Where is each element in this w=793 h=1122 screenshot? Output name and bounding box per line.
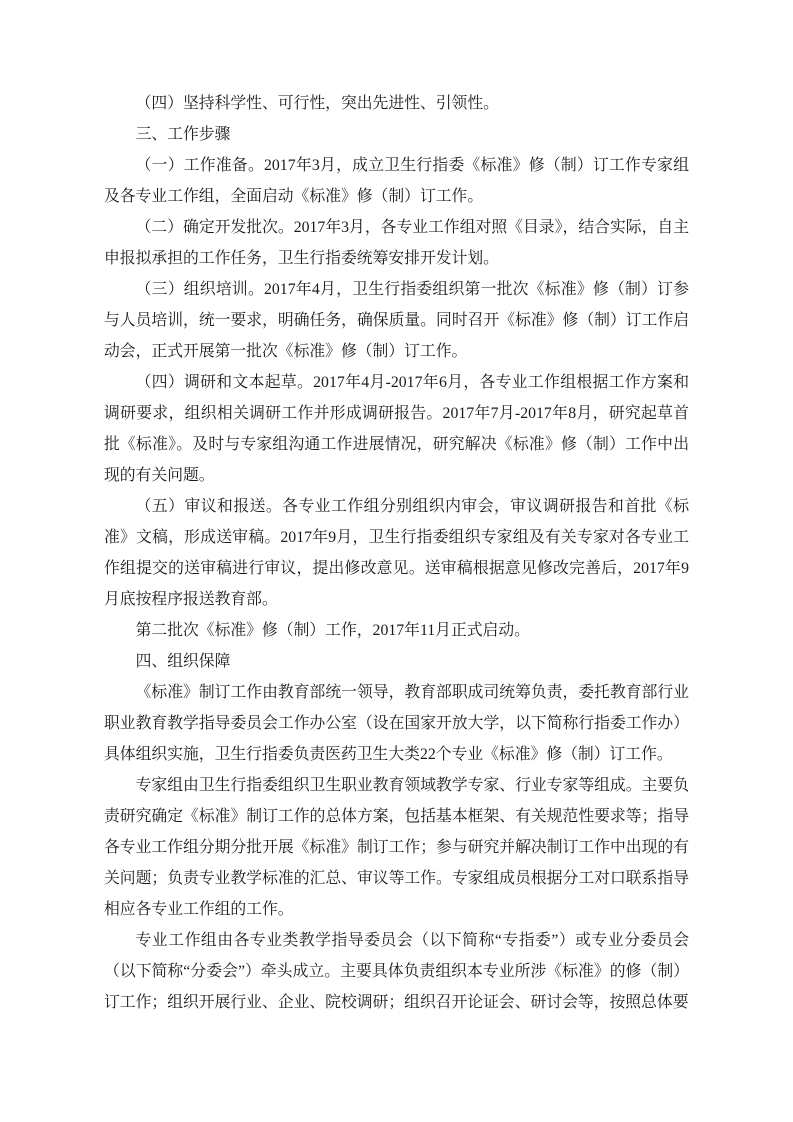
- paragraph: 《标准》制订工作由教育部统一领导，教育部职成司统筹负责，委托教育部行业职业教育教学指导委员会工作办公室（设在国家开放大学，以下简称行指委工作办）具体组织实施，卫生行指委负责医药卫生大类22个专业《标准》修（制）订工作。: [104, 684, 689, 763]
- paragraph: （四）坚持科学性、可行性，突出先进性、引领性。: [135, 95, 499, 112]
- paragraph: （三）组织培训。2017年4月，卫生行指委组织第一批次《标准》修（制）订参与人员培训，统一要求，明确任务，确保质量。同时召开《标准》修（制）订工作启动会，正式开展第一批次《标准》修（制）订工作。: [104, 281, 689, 360]
- section-heading: 四、组织保障: [135, 653, 231, 670]
- paragraph: 第二批次《标准》修（制）工作，2017年11月正式启动。: [135, 622, 530, 639]
- paragraph: （一）工作准备。2017年3月，成立卫生行指委《标准》修（制）订工作专家组及各专业工作组，全面启动《标准》修（制）订工作。: [104, 157, 689, 205]
- section-heading: 三、工作步骤: [135, 126, 231, 143]
- document-body: [104, 88, 689, 1018]
- paragraph: （四）调研和文本起草。2017年4月-2017年6月，各专业工作组根据工作方案和调研要求，组织相关调研工作并形成调研报告。2017年7月-2017年8月，研究起草首批《标准》。及时与专家组沟通工作进展情况，研究解决《标准》修（制）工作中出现的有关问题。: [104, 374, 689, 484]
- paragraph: 专家组由卫生行指委组织卫生职业教育领域教学专家、行业专家等组成。主要负责研究确定《标准》制订工作的总体方案，包括基本框架、有关规范性要求等；指导各专业工作组分期分批开展《标准》制订工作；参与研究并解决制订工作中出现的有关问题；负责专业教学标准的汇总、审议等工作。专家组成员根据分工对口联系指导相应各专业工作组的工作。: [104, 777, 689, 918]
- paragraph: 专业工作组由各专业类教学指导委员会（以下简称“专指委”）或专业分委员会（以下简称“分委会”）牵头成立。主要具体负责组织本专业所涉《标准》的修（制）订工作；组织开展行业、企业、院校调研；组织召开论证会、研讨会等，按照总体要: [104, 932, 689, 1011]
- paragraph: （二）确定开发批次。2017年3月，各专业工作组对照《目录》，结合实际，自主申报拟承担的工作任务，卫生行指委统筹安排开发计划。: [104, 219, 689, 267]
- paragraph: （五）审议和报送。各专业工作组分别组织内审会，审议调研报告和首批《标准》文稿，形成送审稿。2017年9月，卫生行指委组织专家组及有关专家对各专业工作组提交的送审稿进行审议，提出修改意见。送审稿根据意见修改完善后，2017年9月底按程序报送教育部。: [104, 498, 689, 608]
